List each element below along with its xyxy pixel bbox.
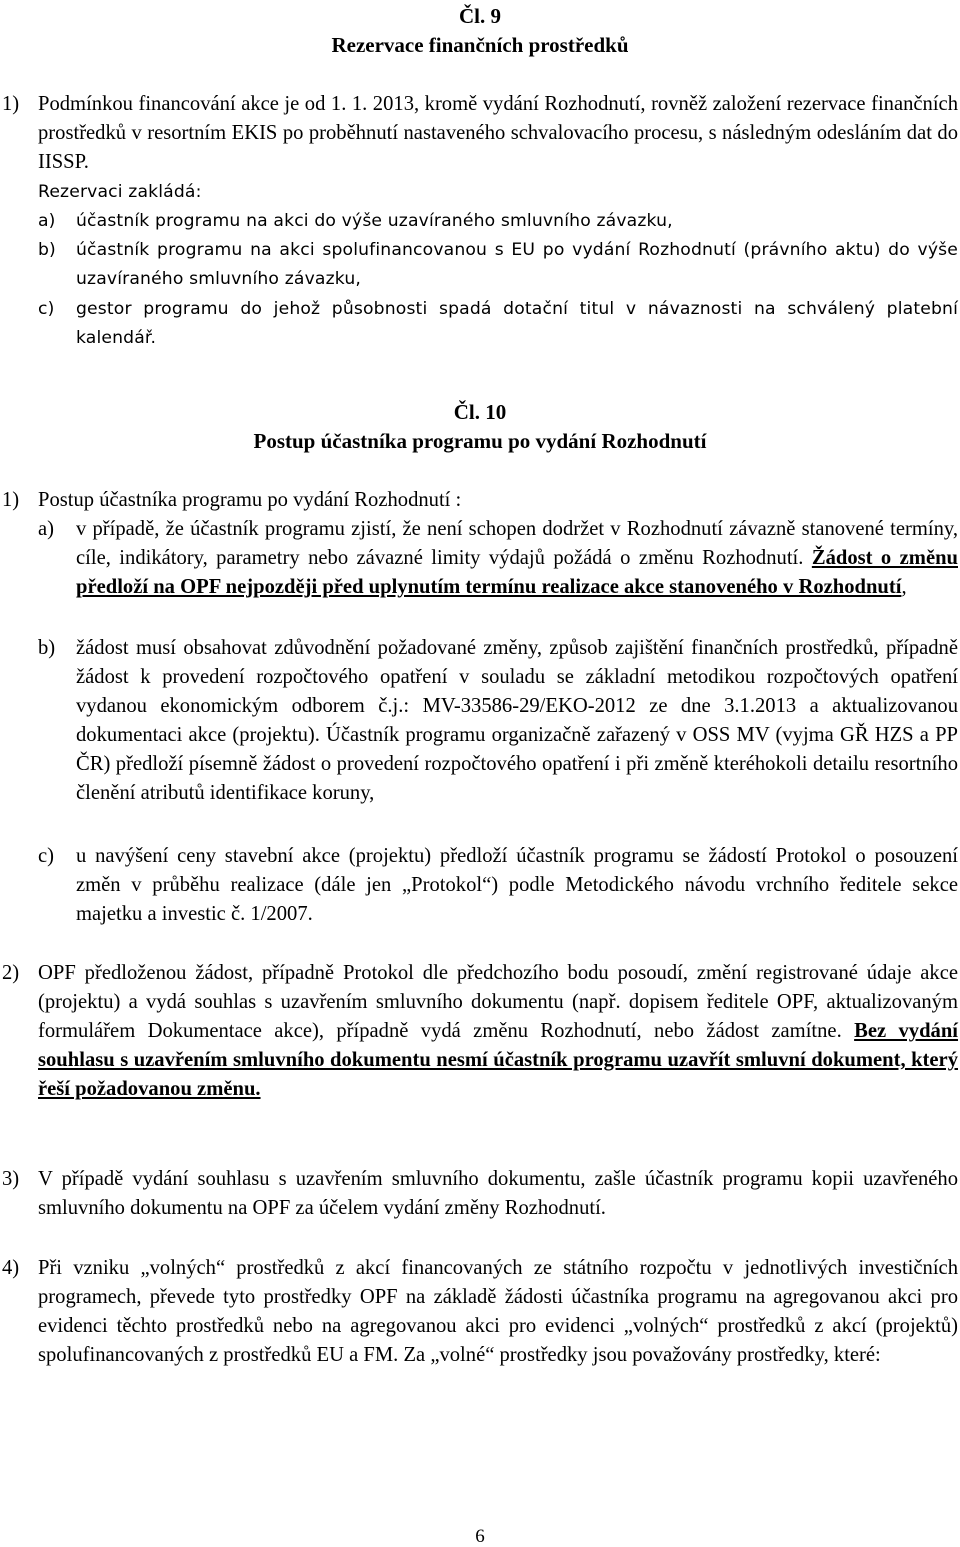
article-10-title: Postup účastníka programu po vydání Rozhodnutí [253, 429, 707, 453]
reservation-item-a [38, 207, 958, 236]
paragraph-text: Při vzniku „volných“ prostředků z akcí financovaných ze státního rozpočtu v jednotlivých investičních programech, převede tyto prostředky OPF na základě žádosti účastníka programu na agregovanou akci pro evidenci těchto prostředků nebo na agregovanou akci pro evidenci „volných“ prostředků z akcí (projektů) spolufinancovaných z prostředků EU a FM. Za „volné“ prostředky jsou považovány prostředky, které: [38, 1257, 958, 1366]
reservation-item-b [38, 236, 958, 294]
paragraph-number: 1) [2, 489, 20, 511]
paragraph-text: Podmínkou financování akce je od 1. 1. 2013, kromě vydání Rozhodnutí, rovněž založení rezervace finančních prostředků v resortním EKIS po proběhnutí nastaveného schvalovacího procesu, s následným odesláním dat do IISSP. [38, 93, 958, 173]
paragraph-text: Postup účastníka programu po vydání Rozhodnutí : [38, 489, 462, 511]
paragraph-2-emphasis: Bez vydání souhlasu s uzavřením smluvního dokumentu nesmí účastník programu uzavřít smluvní dokument, který řeší požadovanou změnu. [38, 1020, 959, 1100]
item-a-tail: , [901, 576, 907, 598]
item-label: b) [38, 240, 56, 260]
reservation-lead: Rezervaci zakládá: [38, 182, 202, 202]
article-9-title: Rezervace finančních prostředků [331, 33, 629, 57]
paragraph-text [38, 959, 958, 1104]
article-10-paragraph-3 [0, 1165, 960, 1223]
item-label: a) [38, 211, 56, 231]
item-text: účastník programu na akci spolufinancovanou s EU po vydání Rozhodnutí (právního aktu) do výše uzavíraného smluvního závazku, [76, 240, 958, 289]
item-text: účastník programu na akci do výše uzavíraného smluvního závazku, [76, 211, 673, 231]
item-text: u navýšení ceny stavební akce (projektu) předloží účastník programu se žádostí Protokol o posouzení změn v průběhu realizace (dále jen „Protokol“) podle Metodického návodu vrchního ředitele sekce majetku a investic č. 1/2007. [76, 845, 958, 925]
article-9-paragraph-1 [0, 90, 960, 177]
item-label: c) [38, 299, 55, 319]
paragraph-number: 3) [2, 1168, 20, 1190]
item-a-text: v případě, že účastník programu zjistí, že není schopen dodržet v Rozhodnutí závazně stanovené termíny, cíle, indikátory, parametry nebo závazné limity výdajů požádá o změnu Rozhodnutí. [76, 518, 958, 569]
paragraph-number: 2) [2, 962, 20, 984]
article-9-number: Čl. 9 [459, 4, 501, 28]
item-label: a) [38, 518, 54, 540]
item-label: c) [38, 845, 54, 867]
item-text: žádost musí obsahovat zdůvodnění požadované změny, způsob zajištění finančních prostředků, případně žádost k provedení rozpočtového opatření v souladu se základní metodikou rozpočtových opatření vydanou ekonomickým odborem č.j.: MV-33586-29/EKO-2012 ze dne 3.1.2013 a aktualizovanou dokumentaci akce (projektu). Účastník programu organizačně zařazený v OSS MV (vyjma GŘ HZS a PP ČR) předloží písemně žádost o provedení rozpočtového opatření i při změně kteréhokoli detailu resortního členění atributů identifikace koruny, [76, 637, 958, 804]
article-10-number: Čl. 10 [453, 400, 507, 424]
item-text [76, 515, 958, 602]
procedure-item-b [38, 634, 958, 808]
item-label: b) [38, 637, 56, 659]
item-a-emphasis: Žádost o změnu předloží na OPF nejpozději před uplynutím termínu realizace akce stanoveného v Rozhodnutí [76, 547, 958, 598]
article-10-paragraph-4 [0, 1254, 960, 1370]
reservation-item-c [38, 295, 958, 353]
paragraph-number: 4) [2, 1257, 20, 1279]
procedure-item-a [38, 515, 958, 602]
article-10-paragraph-1 [0, 486, 960, 515]
procedure-item-c [38, 842, 958, 929]
page-number: 6 [475, 1526, 485, 1547]
paragraph-text: V případě vydání souhlasu s uzavřením smluvního dokumentu, zašle účastník programu kopii uzavřeného smluvního dokumentu na OPF za účelem vydání změny Rozhodnutí. [38, 1168, 958, 1219]
paragraph-number: 1) [2, 93, 20, 115]
article-10-paragraph-2 [0, 959, 960, 1104]
paragraph-2-text: OPF předloženou žádost, případně Protokol dle předchozího bodu posoudí, změní registrované údaje akce (projektu) a vydá souhlas s uzavřením smluvního dokumentu (např. dopisem ředitele OPF, aktualizovaným formulářem Dokumentace akce), případně vydá změnu Rozhodnutí, nebo žádost zamítne. [38, 962, 958, 1042]
item-text: gestor programu do jehož působnosti spadá dotační titul v návaznosti na schválený platební kalendář. [76, 299, 958, 348]
